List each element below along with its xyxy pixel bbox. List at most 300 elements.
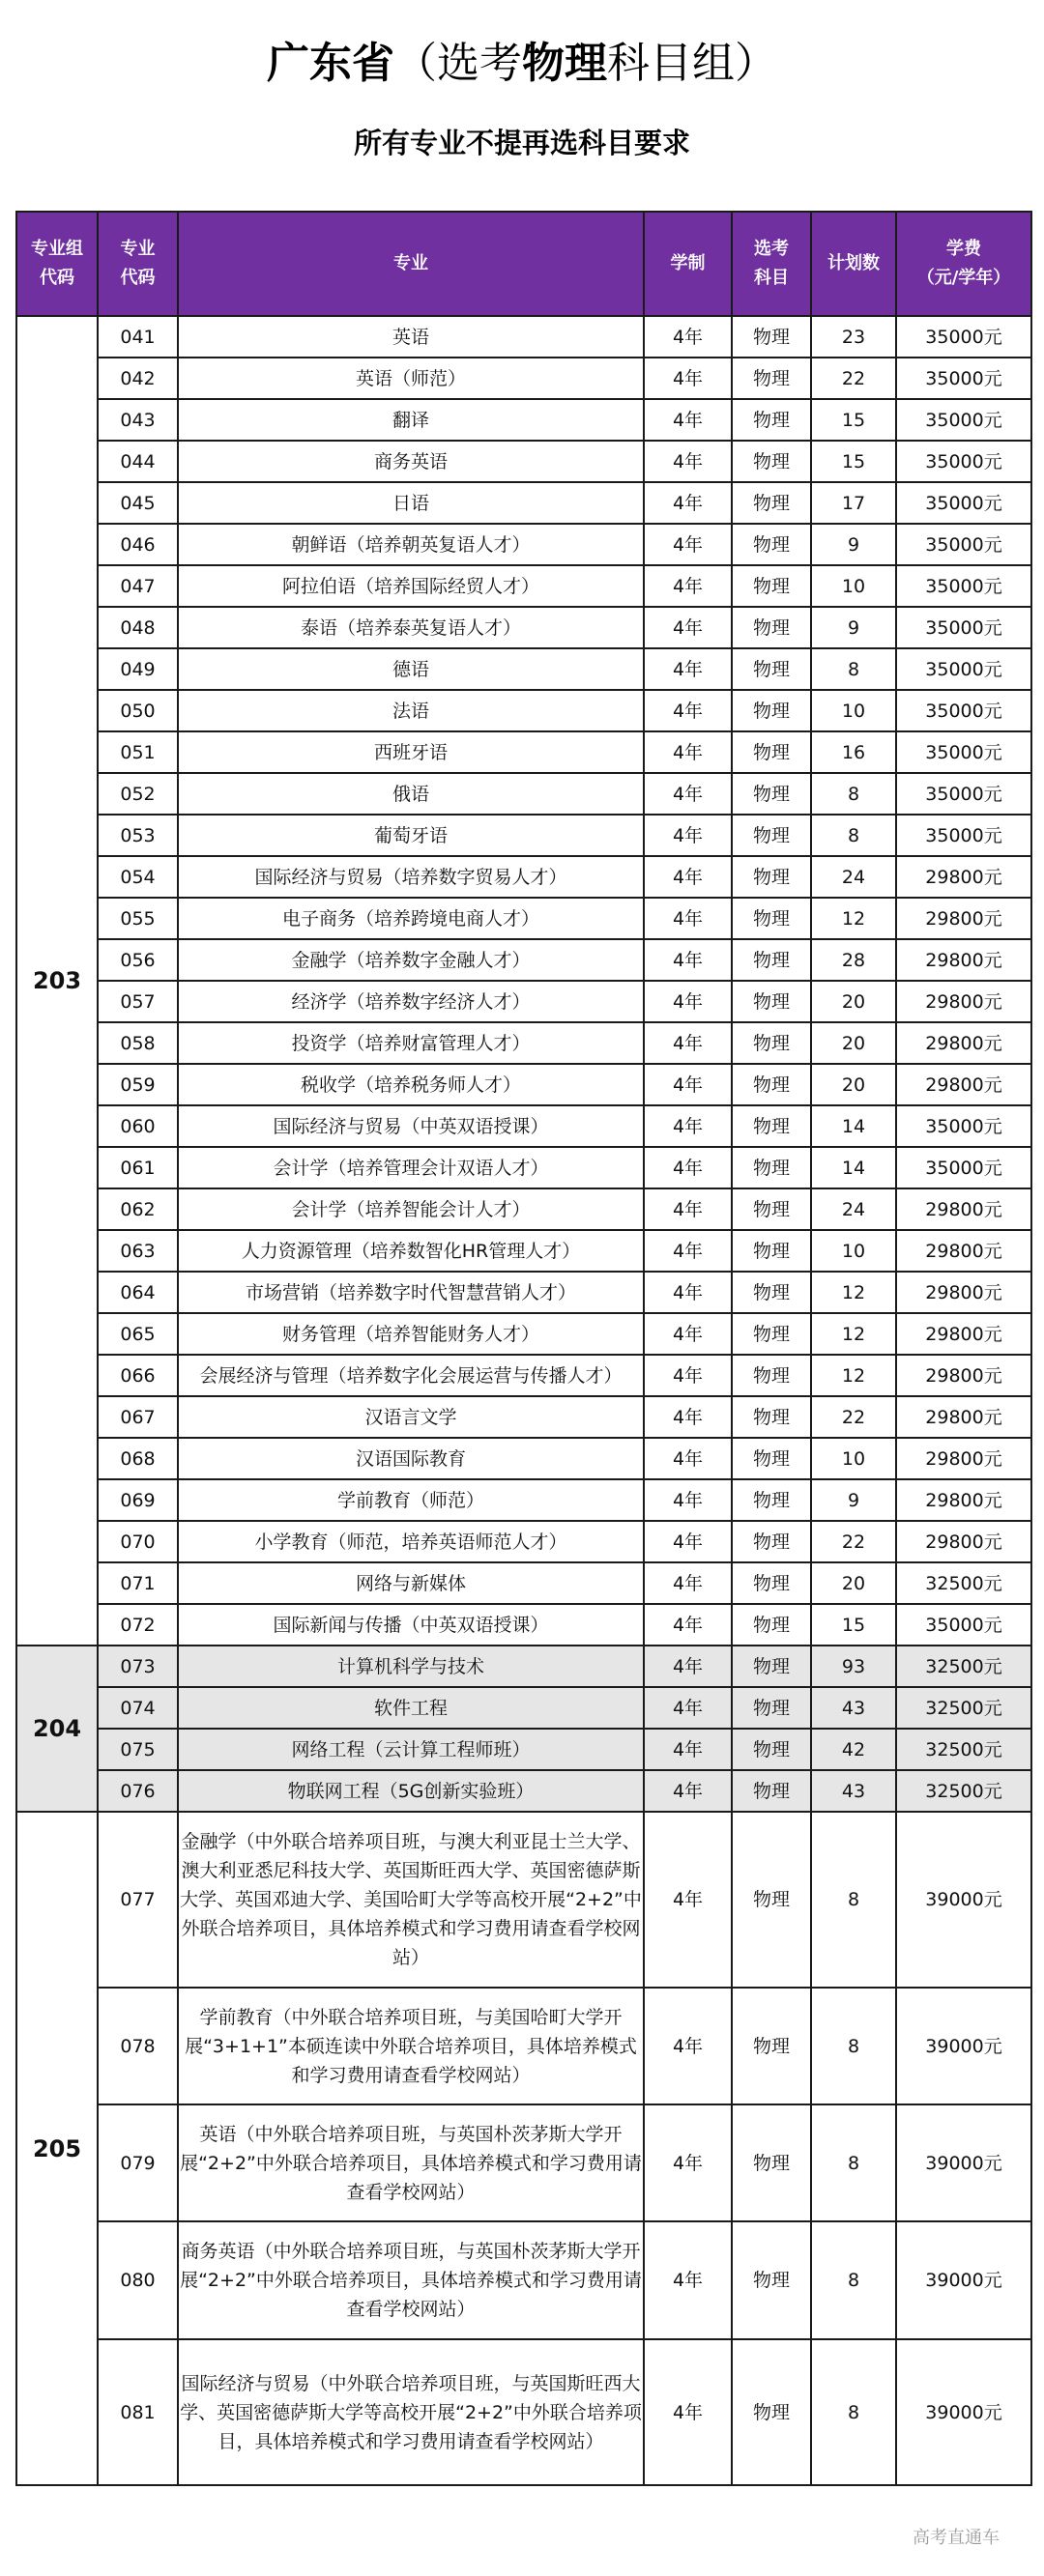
duration-cell: 4年	[644, 1147, 732, 1188]
duration-cell: 4年	[644, 1188, 732, 1230]
major-code-cell: 048	[98, 607, 178, 648]
subject-cell: 物理	[732, 524, 811, 565]
plan-count-cell: 24	[811, 1188, 896, 1230]
tuition-cell: 35000元	[896, 565, 1031, 607]
tuition-cell: 35000元	[896, 316, 1031, 358]
duration-cell: 4年	[644, 773, 732, 815]
table-row	[16, 1812, 1031, 1988]
tuition-cell: 32500元	[896, 1687, 1031, 1729]
duration-cell: 4年	[644, 939, 732, 981]
tuition-cell: 29800元	[896, 1396, 1031, 1438]
subject-cell: 物理	[732, 441, 811, 482]
table-row	[16, 358, 1031, 399]
table-row	[16, 939, 1031, 981]
major-cell: 税收学（培养税务师人才）	[178, 1064, 644, 1105]
duration-cell: 4年	[644, 898, 732, 939]
table-header-row	[16, 212, 1031, 316]
major-cell: 物联网工程（5G创新实验班）	[178, 1770, 644, 1812]
duration-cell: 4年	[644, 2339, 732, 2485]
plan-count-cell: 20	[811, 1562, 896, 1604]
major-cell: 翻译	[178, 399, 644, 441]
major-cell: 投资学（培养财富管理人才）	[178, 1022, 644, 1064]
tuition-cell: 39000元	[896, 1812, 1031, 1988]
duration-cell: 4年	[644, 524, 732, 565]
table-row	[16, 1646, 1031, 1687]
header-group-code: 专业组 代码	[16, 212, 98, 316]
major-code-cell: 061	[98, 1147, 178, 1188]
title-post: 科目组	[607, 39, 735, 88]
group-code-cell: 205	[16, 1812, 98, 2485]
duration-cell: 4年	[644, 482, 732, 524]
major-code-cell: 074	[98, 1687, 178, 1729]
major-cell: 会计学（培养管理会计双语人才）	[178, 1147, 644, 1188]
subject-cell: 物理	[732, 1396, 811, 1438]
tuition-cell: 29800元	[896, 1438, 1031, 1479]
subject-cell: 物理	[732, 1646, 811, 1687]
plan-count-cell: 28	[811, 939, 896, 981]
major-code-cell: 067	[98, 1396, 178, 1438]
tuition-cell: 32500元	[896, 1770, 1031, 1812]
major-code-cell: 063	[98, 1230, 178, 1272]
plan-count-cell: 12	[811, 1355, 896, 1396]
tuition-cell: 29800元	[896, 856, 1031, 898]
table-row	[16, 2104, 1031, 2221]
subject-cell: 物理	[732, 1812, 811, 1988]
major-code-cell: 076	[98, 1770, 178, 1812]
major-code-cell: 081	[98, 2339, 178, 2485]
major-code-cell: 080	[98, 2221, 178, 2339]
subject-cell: 物理	[732, 316, 811, 358]
major-cell: 网络与新媒体	[178, 1562, 644, 1604]
header-major: 专业	[178, 212, 644, 316]
tuition-cell: 35000元	[896, 1105, 1031, 1147]
plan-count-cell: 8	[811, 1812, 896, 1988]
subject-cell: 物理	[732, 1272, 811, 1313]
duration-cell: 4年	[644, 358, 732, 399]
tuition-cell: 29800元	[896, 1313, 1031, 1355]
major-code-cell: 077	[98, 1812, 178, 1988]
tuition-cell: 35000元	[896, 731, 1031, 773]
major-code-cell: 051	[98, 731, 178, 773]
table-row	[16, 2221, 1031, 2339]
plan-count-cell: 15	[811, 441, 896, 482]
major-code-cell: 065	[98, 1313, 178, 1355]
plan-count-cell: 43	[811, 1687, 896, 1729]
major-cell: 软件工程	[178, 1687, 644, 1729]
duration-cell: 4年	[644, 1313, 732, 1355]
enrollment-plan-table	[15, 211, 1032, 2486]
duration-cell: 4年	[644, 1064, 732, 1105]
major-cell: 汉语国际教育	[178, 1438, 644, 1479]
major-cell: 计算机科学与技术	[178, 1646, 644, 1687]
duration-cell: 4年	[644, 1479, 732, 1521]
tuition-cell: 35000元	[896, 524, 1031, 565]
table-row	[16, 2339, 1031, 2485]
plan-count-cell: 8	[811, 648, 896, 690]
table-row	[16, 524, 1031, 565]
plan-count-cell: 8	[811, 815, 896, 856]
tuition-cell: 32500元	[896, 1729, 1031, 1770]
major-cell: 德语	[178, 648, 644, 690]
major-code-cell: 075	[98, 1729, 178, 1770]
subject-cell: 物理	[732, 1729, 811, 1770]
subject-cell: 物理	[732, 815, 811, 856]
major-cell: 会计学（培养智能会计人才）	[178, 1188, 644, 1230]
duration-cell: 4年	[644, 1355, 732, 1396]
subject-cell: 物理	[732, 1988, 811, 2104]
tuition-cell: 29800元	[896, 1230, 1031, 1272]
subject-cell: 物理	[732, 2339, 811, 2485]
table-row	[16, 856, 1031, 898]
plan-count-cell: 14	[811, 1147, 896, 1188]
major-cell: 商务英语（中外联合培养项目班，与英国朴茨茅斯大学开展“2+2”中外联合培养项目，具体培养模式和学习费用请查看学校网站）	[178, 2221, 644, 2339]
major-code-cell: 069	[98, 1479, 178, 1521]
plan-count-cell: 15	[811, 399, 896, 441]
duration-cell: 4年	[644, 1521, 732, 1562]
table-row	[16, 1479, 1031, 1521]
subject-cell: 物理	[732, 2104, 811, 2221]
plan-count-cell: 12	[811, 898, 896, 939]
subject-cell: 物理	[732, 607, 811, 648]
subject-cell: 物理	[732, 1105, 811, 1147]
major-code-cell: 057	[98, 981, 178, 1022]
duration-cell: 4年	[644, 1812, 732, 1988]
plan-count-cell: 12	[811, 1272, 896, 1313]
table-row	[16, 773, 1031, 815]
table-body	[16, 316, 1031, 2485]
plan-count-cell: 22	[811, 1521, 896, 1562]
duration-cell: 4年	[644, 648, 732, 690]
table-row	[16, 399, 1031, 441]
tuition-cell: 29800元	[896, 1479, 1031, 1521]
major-code-cell: 068	[98, 1438, 178, 1479]
plan-count-cell: 10	[811, 565, 896, 607]
major-code-cell: 052	[98, 773, 178, 815]
tuition-cell: 35000元	[896, 358, 1031, 399]
duration-cell: 4年	[644, 399, 732, 441]
table-row	[16, 1521, 1031, 1562]
tuition-cell: 35000元	[896, 607, 1031, 648]
major-cell: 英语（中外联合培养项目班，与英国朴茨茅斯大学开展“2+2”中外联合培养项目，具体培养模式和学习费用请查看学校网站）	[178, 2104, 644, 2221]
duration-cell: 4年	[644, 441, 732, 482]
tuition-cell: 35000元	[896, 648, 1031, 690]
plan-count-cell: 42	[811, 1729, 896, 1770]
duration-cell: 4年	[644, 2221, 732, 2339]
duration-cell: 4年	[644, 1562, 732, 1604]
tuition-cell: 29800元	[896, 1355, 1031, 1396]
major-code-cell: 054	[98, 856, 178, 898]
duration-cell: 4年	[644, 1438, 732, 1479]
table-row	[16, 1988, 1031, 2104]
major-code-cell: 044	[98, 441, 178, 482]
duration-cell: 4年	[644, 1729, 732, 1770]
major-cell: 人力资源管理（培养数智化HR管理人才）	[178, 1230, 644, 1272]
subject-cell: 物理	[732, 1188, 811, 1230]
subject-cell: 物理	[732, 690, 811, 731]
subject-cell: 物理	[732, 1022, 811, 1064]
tuition-cell: 29800元	[896, 1521, 1031, 1562]
subject-cell: 物理	[732, 731, 811, 773]
major-cell: 财务管理（培养智能财务人才）	[178, 1313, 644, 1355]
table-row	[16, 1604, 1031, 1646]
major-cell: 网络工程（云计算工程师班）	[178, 1729, 644, 1770]
major-cell: 学前教育（师范）	[178, 1479, 644, 1521]
major-code-cell: 046	[98, 524, 178, 565]
major-cell: 法语	[178, 690, 644, 731]
table-row	[16, 731, 1031, 773]
table-row	[16, 981, 1031, 1022]
tuition-cell: 29800元	[896, 898, 1031, 939]
subject-cell: 物理	[732, 1479, 811, 1521]
table-row	[16, 1729, 1031, 1770]
plan-count-cell: 20	[811, 1022, 896, 1064]
major-cell: 英语	[178, 316, 644, 358]
title-province: 广东省	[267, 39, 394, 88]
duration-cell: 4年	[644, 2104, 732, 2221]
duration-cell: 4年	[644, 815, 732, 856]
table-row	[16, 1355, 1031, 1396]
subject-cell: 物理	[732, 1604, 811, 1646]
tuition-cell: 32500元	[896, 1646, 1031, 1687]
major-cell: 商务英语	[178, 441, 644, 482]
subject-cell: 物理	[732, 773, 811, 815]
major-code-cell: 059	[98, 1064, 178, 1105]
major-cell: 西班牙语	[178, 731, 644, 773]
major-code-cell: 060	[98, 1105, 178, 1147]
tuition-cell: 39000元	[896, 2339, 1031, 2485]
major-code-cell: 078	[98, 1988, 178, 2104]
tuition-cell: 29800元	[896, 1272, 1031, 1313]
duration-cell: 4年	[644, 1770, 732, 1812]
plan-count-cell: 17	[811, 482, 896, 524]
major-cell: 日语	[178, 482, 644, 524]
subject-cell: 物理	[732, 565, 811, 607]
subject-cell: 物理	[732, 1313, 811, 1355]
major-cell: 国际经济与贸易（中外联合培养项目班，与英国斯旺西大学、英国密德萨斯大学等高校开展“2+2”中外联合培养项目，具体培养模式和学习费用请查看学校网站）	[178, 2339, 644, 2485]
table-row	[16, 1064, 1031, 1105]
plan-count-cell: 8	[811, 1988, 896, 2104]
table-row	[16, 1438, 1031, 1479]
table-row	[16, 1562, 1031, 1604]
subject-cell: 物理	[732, 482, 811, 524]
subject-cell: 物理	[732, 1438, 811, 1479]
duration-cell: 4年	[644, 1022, 732, 1064]
major-code-cell: 073	[98, 1646, 178, 1687]
plan-count-cell: 23	[811, 316, 896, 358]
major-code-cell: 043	[98, 399, 178, 441]
table-row	[16, 316, 1031, 358]
major-cell: 会展经济与管理（培养数字化会展运营与传播人才）	[178, 1355, 644, 1396]
table-row	[16, 482, 1031, 524]
subject-cell: 物理	[732, 898, 811, 939]
major-cell: 俄语	[178, 773, 644, 815]
header-tuition: 学费 （元/学年）	[896, 212, 1031, 316]
major-code-cell: 070	[98, 1521, 178, 1562]
tuition-cell: 29800元	[896, 939, 1031, 981]
major-code-cell: 056	[98, 939, 178, 981]
table-row	[16, 1687, 1031, 1729]
major-cell: 国际经济与贸易（培养数字贸易人才）	[178, 856, 644, 898]
plan-count-cell: 20	[811, 1064, 896, 1105]
table-row	[16, 648, 1031, 690]
tuition-cell: 35000元	[896, 690, 1031, 731]
major-code-cell: 042	[98, 358, 178, 399]
table-row	[16, 1230, 1031, 1272]
major-code-cell: 058	[98, 1022, 178, 1064]
tuition-cell: 29800元	[896, 1064, 1031, 1105]
plan-count-cell: 8	[811, 2221, 896, 2339]
table-row	[16, 1396, 1031, 1438]
tuition-cell: 39000元	[896, 2104, 1031, 2221]
duration-cell: 4年	[644, 565, 732, 607]
subject-cell: 物理	[732, 648, 811, 690]
subject-cell: 物理	[732, 1562, 811, 1604]
major-code-cell: 062	[98, 1188, 178, 1230]
plan-count-cell: 16	[811, 731, 896, 773]
table-row	[16, 1313, 1031, 1355]
plan-count-cell: 9	[811, 524, 896, 565]
tuition-cell: 35000元	[896, 482, 1031, 524]
major-code-cell: 072	[98, 1604, 178, 1646]
major-cell: 金融学（中外联合培养项目班，与澳大利亚昆士兰大学、澳大利亚悉尼科技大学、英国斯旺西大学、英国密德萨斯大学、英国邓迪大学、美国哈町大学等高校开展“2+2”中外联合培养项目，具体培养模式和学习费用请查看学校网站）	[178, 1812, 644, 1988]
group-code-cell: 203	[16, 316, 98, 1646]
plan-count-cell: 24	[811, 856, 896, 898]
tuition-cell: 29800元	[896, 1188, 1031, 1230]
table-row	[16, 1022, 1031, 1064]
plan-count-cell: 8	[811, 2104, 896, 2221]
subject-cell: 物理	[732, 1770, 811, 1812]
plan-count-cell: 10	[811, 1230, 896, 1272]
major-code-cell: 047	[98, 565, 178, 607]
table-row	[16, 441, 1031, 482]
plan-count-cell: 8	[811, 2339, 896, 2485]
subject-cell: 物理	[732, 981, 811, 1022]
duration-cell: 4年	[644, 316, 732, 358]
header-subject: 选考 科目	[732, 212, 811, 316]
major-cell: 葡萄牙语	[178, 815, 644, 856]
major-code-cell: 066	[98, 1355, 178, 1396]
subject-cell: 物理	[732, 1064, 811, 1105]
subject-cell: 物理	[732, 1230, 811, 1272]
subject-cell: 物理	[732, 1355, 811, 1396]
major-code-cell: 064	[98, 1272, 178, 1313]
plan-count-cell: 22	[811, 358, 896, 399]
table-row	[16, 815, 1031, 856]
plan-count-cell: 9	[811, 607, 896, 648]
duration-cell: 4年	[644, 981, 732, 1022]
table-row	[16, 690, 1031, 731]
watermark: 高考直通车	[913, 2528, 1000, 2548]
subject-cell: 物理	[732, 399, 811, 441]
major-code-cell: 049	[98, 648, 178, 690]
subject-cell: 物理	[732, 1147, 811, 1188]
major-code-cell: 071	[98, 1562, 178, 1604]
duration-cell: 4年	[644, 1230, 732, 1272]
duration-cell: 4年	[644, 856, 732, 898]
tuition-cell: 29800元	[896, 1022, 1031, 1064]
table-row	[16, 607, 1031, 648]
subject-cell: 物理	[732, 1687, 811, 1729]
duration-cell: 4年	[644, 1604, 732, 1646]
tuition-cell: 35000元	[896, 815, 1031, 856]
page-subtitle: 所有专业不提再选科目要求	[353, 127, 690, 159]
title-paren-open: （	[394, 39, 437, 88]
duration-cell: 4年	[644, 1687, 732, 1729]
subject-cell: 物理	[732, 358, 811, 399]
table-row	[16, 1188, 1031, 1230]
page-title	[0, 35, 1044, 93]
duration-cell: 4年	[644, 1396, 732, 1438]
subject-cell: 物理	[732, 1521, 811, 1562]
tuition-cell: 32500元	[896, 1562, 1031, 1604]
major-code-cell: 079	[98, 2104, 178, 2221]
tuition-cell: 35000元	[896, 1604, 1031, 1646]
plan-count-cell: 10	[811, 1438, 896, 1479]
header-duration: 学制	[644, 212, 732, 316]
duration-cell: 4年	[644, 690, 732, 731]
plan-count-cell: 9	[811, 1479, 896, 1521]
major-cell: 金融学（培养数字金融人才）	[178, 939, 644, 981]
duration-cell: 4年	[644, 1105, 732, 1147]
major-code-cell: 045	[98, 482, 178, 524]
table-row	[16, 565, 1031, 607]
tuition-cell: 35000元	[896, 1147, 1031, 1188]
major-code-cell: 050	[98, 690, 178, 731]
major-cell: 泰语（培养泰英复语人才）	[178, 607, 644, 648]
plan-count-cell: 43	[811, 1770, 896, 1812]
major-cell: 汉语言文学	[178, 1396, 644, 1438]
major-cell: 学前教育（中外联合培养项目班，与美国哈町大学开展“3+1+1”本硕连读中外联合培养项目，具体培养模式和学习费用请查看学校网站）	[178, 1988, 644, 2104]
major-cell: 电子商务（培养跨境电商人才）	[178, 898, 644, 939]
major-cell: 经济学（培养数字经济人才）	[178, 981, 644, 1022]
header-major-code: 专业 代码	[98, 212, 178, 316]
major-cell: 朝鲜语（培养朝英复语人才）	[178, 524, 644, 565]
duration-cell: 4年	[644, 1988, 732, 2104]
tuition-cell: 29800元	[896, 981, 1031, 1022]
duration-cell: 4年	[644, 607, 732, 648]
major-cell: 国际新闻与传播（中英双语授课）	[178, 1604, 644, 1646]
plan-count-cell: 15	[811, 1604, 896, 1646]
major-cell: 市场营销（培养数字时代智慧营销人才）	[178, 1272, 644, 1313]
plan-count-cell: 12	[811, 1313, 896, 1355]
plan-count-cell: 10	[811, 690, 896, 731]
table-row	[16, 1770, 1031, 1812]
tuition-cell: 35000元	[896, 441, 1031, 482]
subject-cell: 物理	[732, 856, 811, 898]
major-code-cell: 055	[98, 898, 178, 939]
title-subject: 物理	[522, 39, 607, 88]
tuition-cell: 39000元	[896, 2221, 1031, 2339]
tuition-cell: 35000元	[896, 773, 1031, 815]
plan-count-cell: 14	[811, 1105, 896, 1147]
subject-cell: 物理	[732, 939, 811, 981]
tuition-cell: 35000元	[896, 399, 1031, 441]
major-code-cell: 053	[98, 815, 178, 856]
plan-count-cell: 93	[811, 1646, 896, 1687]
subject-cell: 物理	[732, 2221, 811, 2339]
title-paren-close: ）	[735, 39, 777, 88]
duration-cell: 4年	[644, 731, 732, 773]
title-pre: 选考	[437, 39, 522, 88]
plan-count-cell: 22	[811, 1396, 896, 1438]
table-row	[16, 1105, 1031, 1147]
table-row	[16, 898, 1031, 939]
table-row	[16, 1272, 1031, 1313]
major-code-cell: 041	[98, 316, 178, 358]
duration-cell: 4年	[644, 1272, 732, 1313]
plan-count-cell: 8	[811, 773, 896, 815]
major-cell: 阿拉伯语（培养国际经贸人才）	[178, 565, 644, 607]
